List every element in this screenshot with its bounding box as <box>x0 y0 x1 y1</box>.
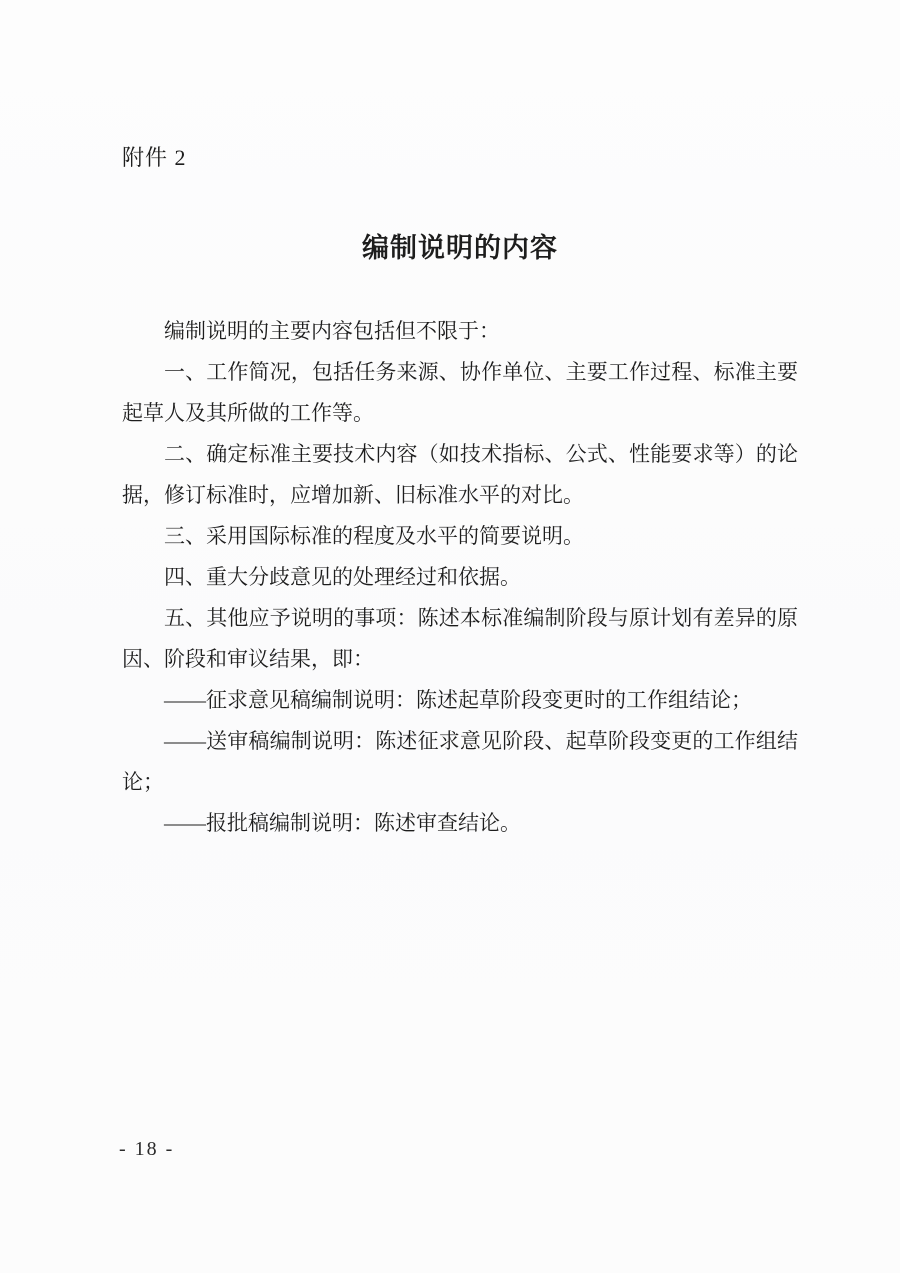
paragraph: ——报批稿编制说明：陈述审查结论。 <box>164 811 521 835</box>
paragraph: 四、重大分歧意见的处理经过和依据。 <box>164 565 521 589</box>
document-body <box>122 311 798 844</box>
attachment-label: 附件 2 <box>122 145 187 170</box>
paragraph: ——送审稿编制说明：陈述征求意见阶段、起草阶段变更的工作组结论； <box>122 729 798 794</box>
paragraph: 一、工作简况，包括任务来源、协作单位、主要工作过程、标准主要起草人及其所做的工作等。 <box>122 360 798 425</box>
paragraph: 三、采用国际标准的程度及水平的简要说明。 <box>164 524 584 548</box>
paragraph: 二、确定标准主要技术内容（如技术指标、公式、性能要求等）的论据，修订标准时，应增加新、旧标准水平的对比。 <box>122 442 798 507</box>
paragraph: ——征求意见稿编制说明：陈述起草阶段变更时的工作组结论； <box>164 688 752 712</box>
document-title: 编制说明的内容 <box>362 233 558 263</box>
paragraph: 编制说明的主要内容包括但不限于： <box>164 319 500 343</box>
paragraph: 五、其他应予说明的事项：陈述本标准编制阶段与原计划有差异的原因、阶段和审议结果，即： <box>122 606 798 671</box>
page-number: - 18 - <box>119 1138 175 1160</box>
